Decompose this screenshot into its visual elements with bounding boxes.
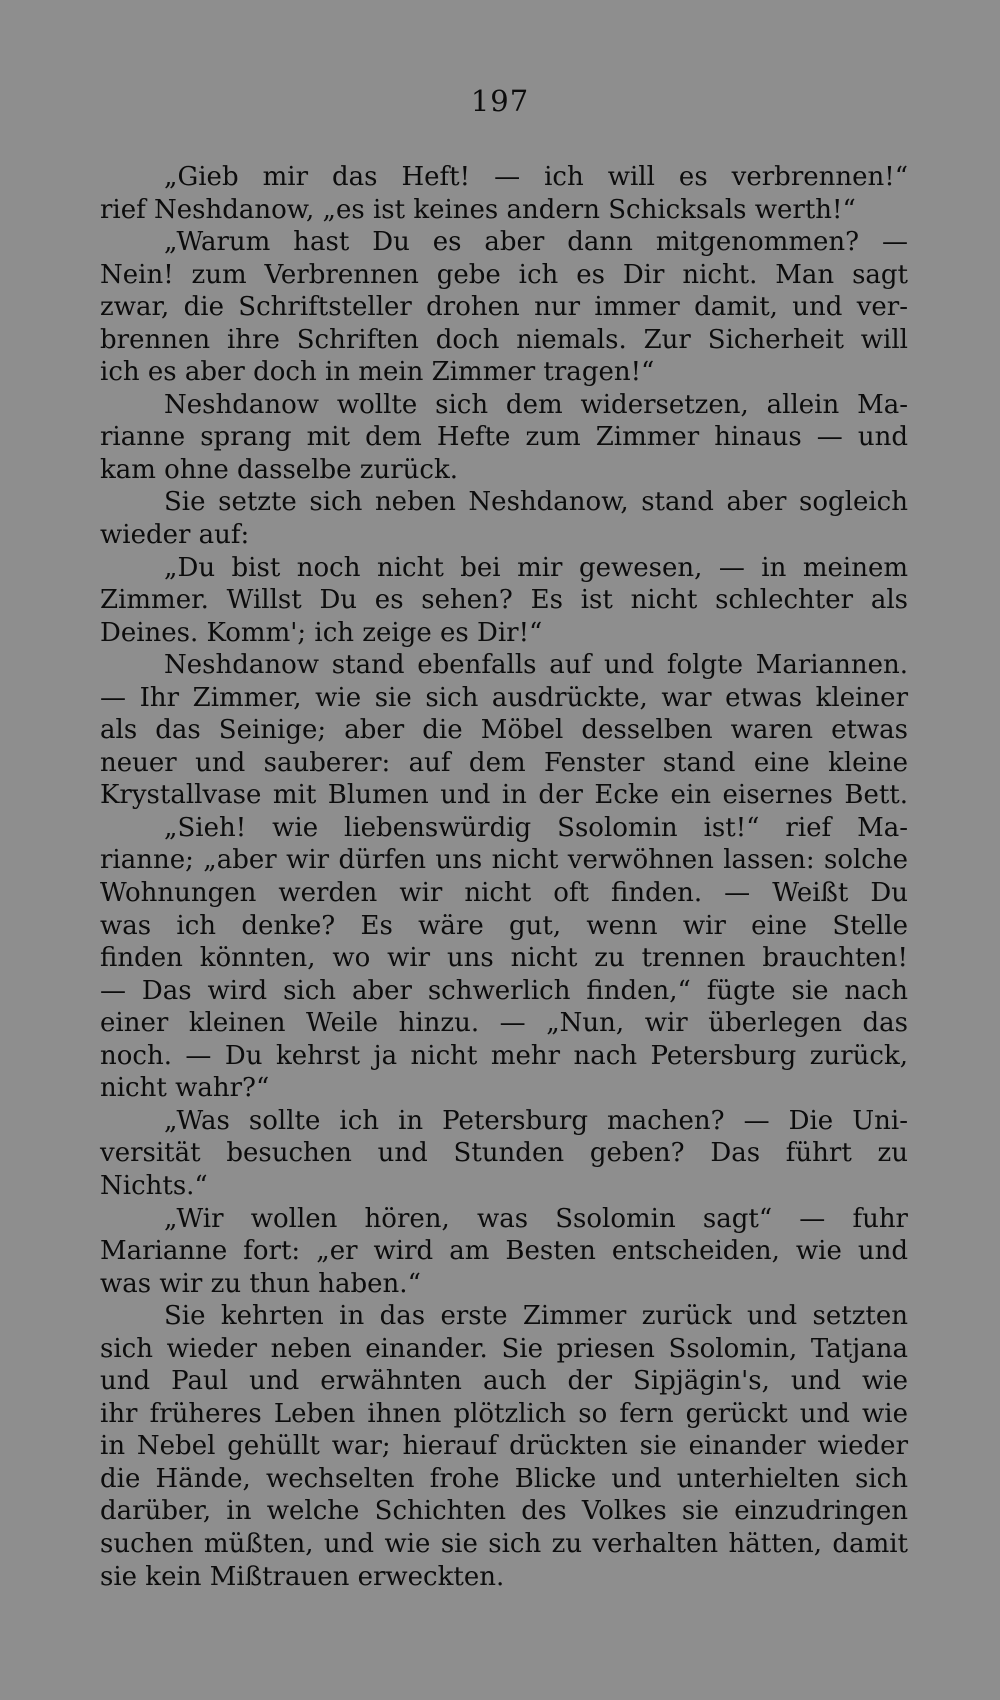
text-line: „Was sollte ich in Petersburg machen? — Die Uni-: [164, 1105, 908, 1136]
text-line: sie kein Mißtrauen erweckten.: [100, 1561, 505, 1592]
text-line: die Hände, wechselten frohe Blicke und unterhielten sich: [100, 1463, 908, 1494]
text-line: wieder auf:: [100, 520, 250, 551]
text-line: „Wir wollen hören, was Ssolomin sagt“ — fuhr: [164, 1203, 908, 1234]
text-line: rianne; „aber wir dürfen uns nicht verwöhnen lassen: solche: [100, 845, 908, 876]
text-line: nicht wahr?“: [100, 1073, 270, 1104]
text-line: „Sieh! wie liebenswürdig Ssolomin ist!“ rief Ma-: [164, 812, 908, 843]
text-line: Nichts.“: [100, 1170, 208, 1201]
text-line: neuer und sauberer: auf dem Fenster stand eine kleine: [100, 747, 908, 778]
text-line: Wohnungen werden wir nicht oft finden. — Weißt Du: [100, 878, 908, 909]
text-line: „Warum hast Du es aber dann mitgenommen? —: [164, 227, 908, 258]
body-text: [100, 161, 908, 1593]
text-line: Neshdanow wollte sich dem widersetzen, allein Ma-: [164, 389, 908, 420]
text-line: rief Neshdanow, „es ist keines andern Schicksals werth!“: [100, 194, 856, 225]
text-line: einer kleinen Weile hinzu. — „Nun, wir überlegen das: [100, 1008, 908, 1039]
text-line: noch. — Du kehrst ja nicht mehr nach Petersburg zurück,: [100, 1040, 908, 1071]
text-line: in Nebel gehüllt war; hierauf drückten sie einander wieder: [100, 1431, 908, 1462]
text-line: und Paul und erwähnten auch der Sipjägin's, und wie: [100, 1366, 908, 1397]
page-number: 197: [470, 84, 530, 118]
text-line: Neshdanow stand ebenfalls auf und folgte Mariannen.: [164, 650, 908, 681]
text-line: ich es aber doch in mein Zimmer tragen!“: [100, 357, 655, 388]
text-line: Zimmer. Willst Du es sehen? Es ist nicht schlechter als: [100, 585, 908, 616]
text-line: Deines. Komm'; ich zeige es Dir!“: [100, 617, 543, 648]
text-line: versität besuchen und Stunden geben? Das führt zu: [100, 1138, 908, 1169]
text-line: was wir zu thun haben.“: [100, 1268, 421, 1299]
text-line: Sie setzte sich neben Neshdanow, stand aber sogleich: [164, 487, 908, 518]
text-line: darüber, in welche Schichten des Volkes sie einzudringen: [100, 1496, 908, 1527]
text-line: Nein! zum Verbrennen gebe ich es Dir nicht. Man sagt: [100, 259, 908, 290]
text-line: „Gieb mir das Heft! — ich will es verbrennen!“: [164, 162, 908, 192]
text-line: sich wieder neben einander. Sie priesen Ssolomin, Tatjana: [100, 1333, 908, 1364]
text-line: kam ohne dasselbe zurück.: [100, 454, 458, 485]
text-line: brennen ihre Schriften doch niemals. Zur Sicherheit will: [100, 324, 908, 355]
text-line: „Du bist noch nicht bei mir gewesen, — in meinem: [164, 552, 908, 583]
text-line: Sie kehrten in das erste Zimmer zurück und setzten: [164, 1301, 908, 1332]
text-line: Marianne fort: „er wird am Besten entscheiden, wie und: [100, 1236, 908, 1267]
text-line: ihr früheres Leben ihnen plötzlich so fern gerückt und wie: [100, 1398, 908, 1429]
text-line: zwar, die Schriftsteller drohen nur immer damit, und ver-: [100, 292, 908, 323]
text-line: was ich denke? Es wäre gut, wenn wir eine Stelle: [100, 910, 908, 941]
text-line: — Ihr Zimmer, wie sie sich ausdrückte, war etwas kleiner: [100, 682, 908, 713]
text-line: suchen müßten, und wie sie sich zu verhalten hätten, damit: [100, 1528, 908, 1559]
text-line: als das Seinige; aber die Möbel desselben waren etwas: [100, 715, 908, 746]
text-line: rianne sprang mit dem Hefte zum Zimmer hinaus — und: [100, 422, 908, 453]
text-line: — Das wird sich aber schwerlich finden,“ fügte sie nach: [100, 975, 908, 1006]
text-line: finden könnten, wo wir uns nicht zu trennen brauchten!: [100, 943, 908, 974]
text-line: Krystallvase mit Blumen und in der Ecke ein eisernes Bett.: [100, 780, 908, 811]
